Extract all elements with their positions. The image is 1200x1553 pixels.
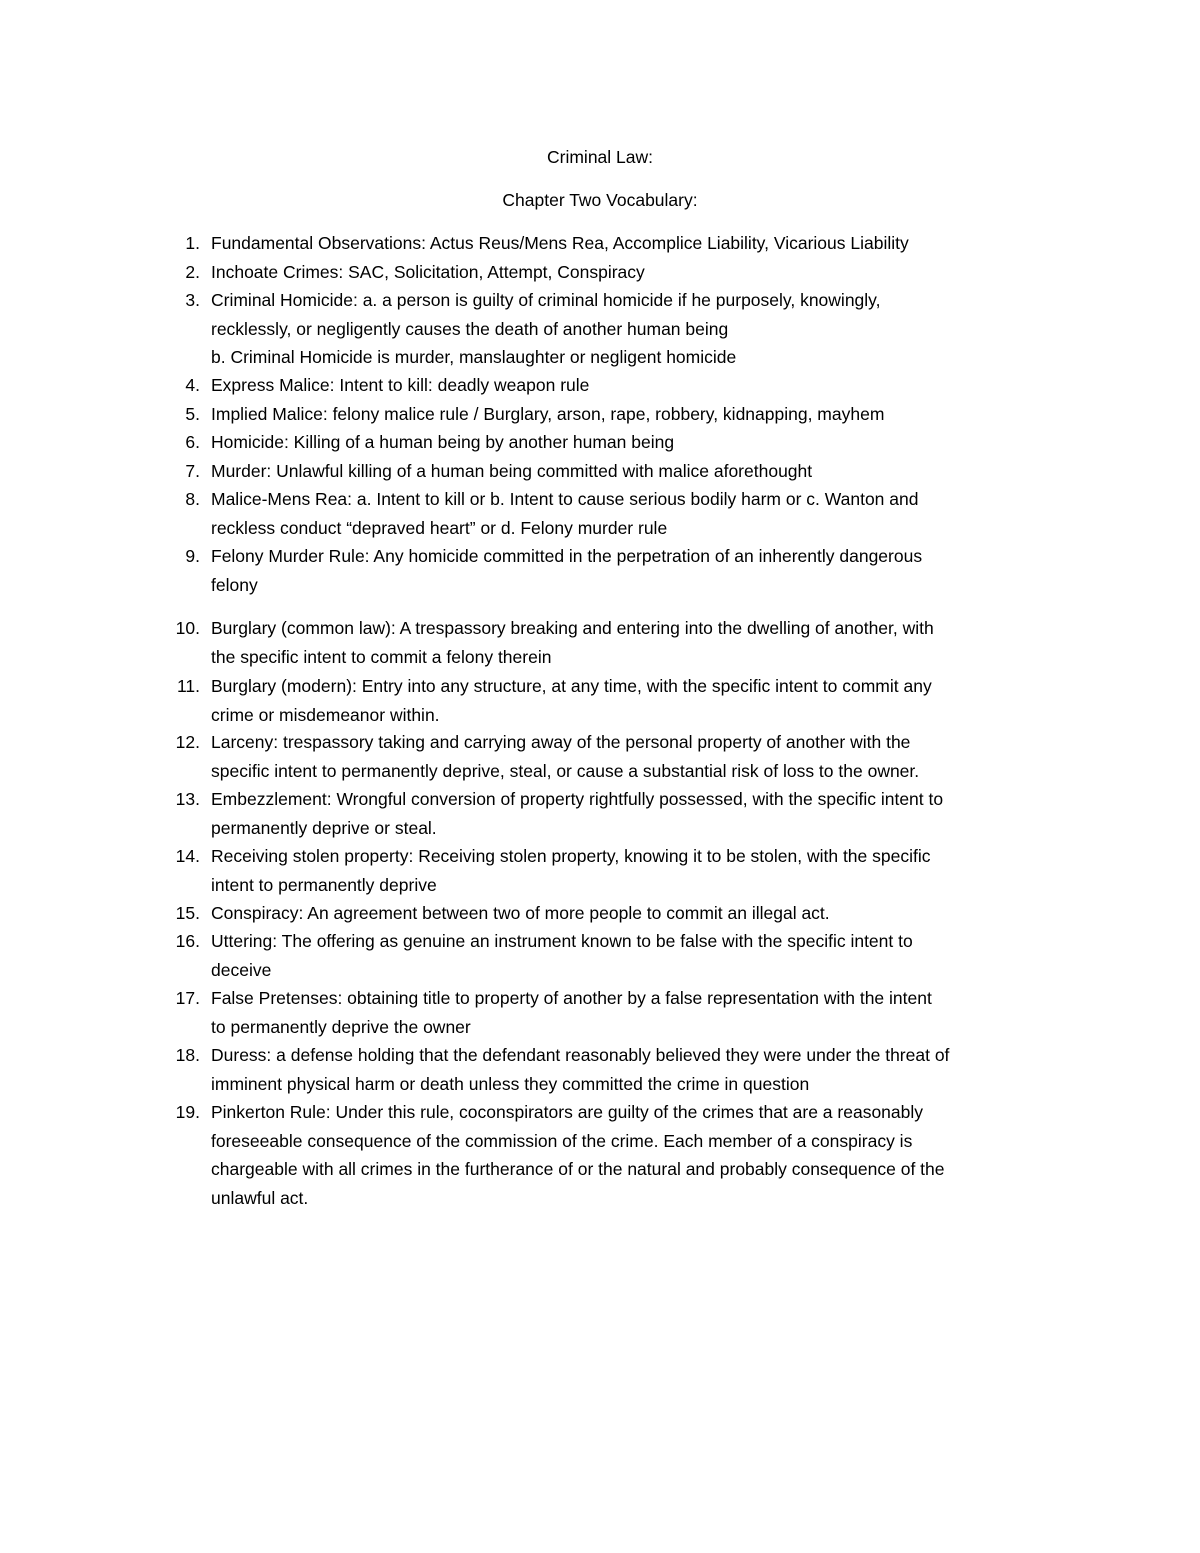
item-number: 7.: [185, 461, 200, 481]
item-text: Burglary (common law): A trespassory breaking and entering into the dwelling of another, with the specific intent to commit a felony therein: [211, 618, 934, 667]
item-number: 3.: [185, 290, 200, 310]
item-text: Receiving stolen property: Receiving stolen property, knowing it to be stolen, with the specific intent to permanently deprive: [211, 846, 931, 895]
document-subtitle: Chapter Two Vocabulary:: [502, 190, 698, 210]
item-number: 13.: [175, 789, 200, 809]
item-number: 2.: [185, 262, 200, 282]
item-text: False Pretenses: obtaining title to property of another by a false representation with the intent to permanently deprive the owner: [211, 988, 932, 1037]
item-text: Felony Murder Rule: Any homicide committed in the perpetration of an inherently dangerous felony: [211, 546, 923, 595]
item-text: Embezzlement: Wrongful conversion of property rightfully possessed, with the specific intent to permanently deprive or steal.: [211, 789, 944, 838]
item-text: Conspiracy: An agreement between two of more people to commit an illegal act.: [211, 903, 830, 923]
item-text: Larceny: trespassory taking and carrying away of the personal property of another with the specific intent to permanently deprive, steal, or cause a substantial risk of loss to the owner.: [211, 732, 920, 781]
item-number: 4.: [185, 375, 200, 395]
item-text: Uttering: The offering as genuine an instrument known to be false with the specific intent to deceive: [211, 931, 913, 980]
item-number: 15.: [175, 903, 200, 923]
item-number: 9.: [185, 546, 200, 566]
item-text: Burglary (modern): Entry into any structure, at any time, with the specific intent to commit any crime or misdemeanor within.: [211, 676, 932, 725]
item-text: Implied Malice: felony malice rule / Burglary, arson, rape, robbery, kidnapping, mayhem: [211, 404, 885, 424]
item-text: Malice-Mens Rea: a. Intent to kill or b. Intent to cause serious bodily harm or c. Wanton and reckless conduct “depraved heart” or d. Felony murder rule: [211, 489, 919, 538]
item-text: Inchoate Crimes: SAC, Solicitation, Attempt, Conspiracy: [211, 262, 645, 282]
item-number: 14.: [175, 846, 200, 866]
item-number: 1.: [185, 233, 200, 253]
item-number: 11.: [176, 676, 200, 696]
item-number: 10.: [175, 618, 200, 638]
item-number: 8.: [185, 489, 200, 509]
item-text: Pinkerton Rule: Under this rule, coconspirators are guilty of the crimes that are a reasonably foreseeable consequence of the commission of the crime. Each member of a conspiracy is chargeable with all crimes in the furtherance of or the natural and probably consequence of the unlawful act.: [211, 1102, 945, 1208]
item-number: 5.: [185, 404, 200, 424]
document-title: Criminal Law:: [547, 147, 653, 167]
item-number: 12.: [175, 732, 200, 752]
item-text: Duress: a defense holding that the defendant reasonably believed they were under the threat of imminent physical harm or death unless they committed the crime in question: [211, 1045, 950, 1094]
item-number: 18.: [175, 1045, 200, 1065]
item-text: Express Malice: Intent to kill: deadly weapon rule: [211, 375, 590, 395]
item-number: 19.: [175, 1102, 200, 1122]
item-text: Fundamental Observations: Actus Reus/Mens Rea, Accomplice Liability, Vicarious Liability: [211, 233, 909, 253]
item-text: Homicide: Killing of a human being by another human being: [211, 432, 675, 452]
item-text: Criminal Homicide: a. a person is guilty of criminal homicide if he purposely, knowingly, recklessly, or negligently causes the death of another human being b. Criminal Homicide is murder, manslaughter or negligent homicide: [211, 290, 881, 367]
item-number: 17.: [175, 988, 200, 1008]
item-number: 6.: [185, 432, 200, 452]
item-number: 16.: [175, 931, 200, 951]
item-text: Murder: Unlawful killing of a human being committed with malice aforethought: [211, 461, 813, 481]
